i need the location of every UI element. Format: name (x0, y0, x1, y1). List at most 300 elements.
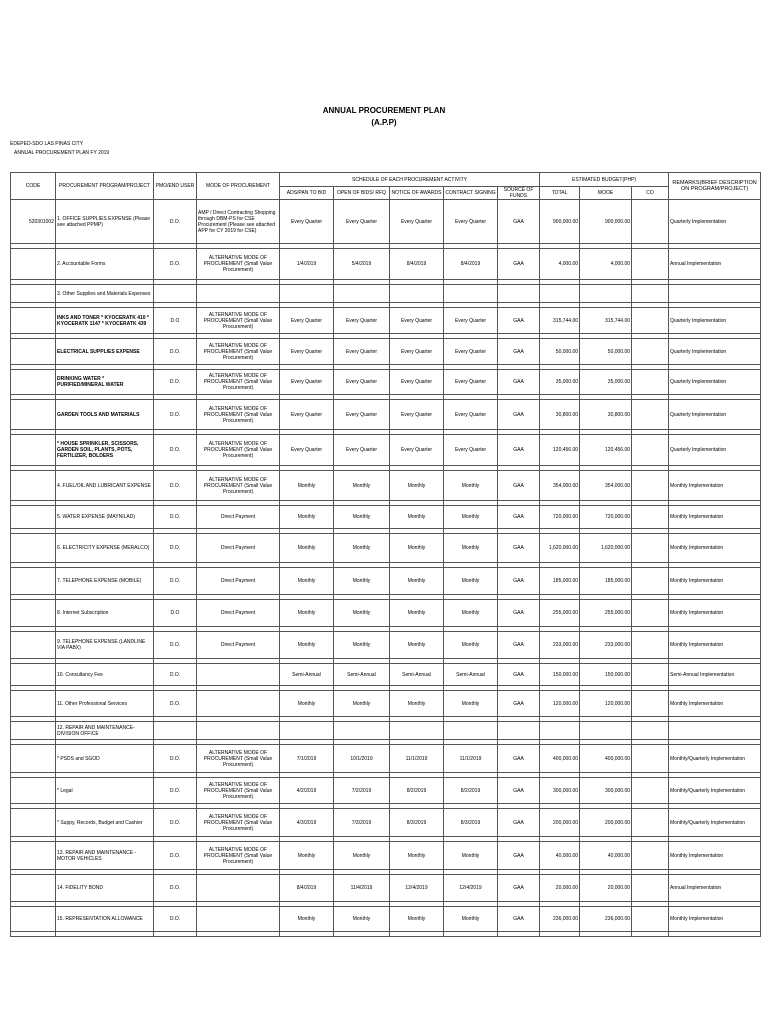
cell-program: 12. REPAIR AND MAINTENANCE- DIVISION OFFICE (56, 722, 154, 740)
cell-program: 2. Accountable Forms (56, 249, 154, 280)
table-row (11, 809, 761, 837)
cell-notice: Monthly (390, 691, 444, 717)
cell-mode: ALTERNATIVE MODE OF PROCUREMENT (Small Value Procurement) (197, 745, 280, 773)
cell-source (498, 722, 540, 740)
cell-co (632, 370, 669, 395)
cell-mode (197, 875, 280, 902)
cell-program: 9. TELEPHONE EXPENSE (LANDLINE VIA PABX) (56, 632, 154, 659)
cell-open: Every Quarter (334, 435, 390, 466)
cell-source: GAA (498, 875, 540, 902)
table-row (11, 875, 761, 902)
cell-mooe: 236,000.00 (580, 907, 632, 932)
cell-co (632, 664, 669, 686)
cell-ads: Every Quarter (280, 400, 334, 430)
separator-row (11, 932, 761, 937)
cell-ads: 8/4/2019 (280, 875, 334, 902)
cell-pmo: D.O. (154, 632, 197, 659)
cell-pmo: D.O. (154, 435, 197, 466)
cell-pmo: D.O. (154, 534, 197, 563)
cell-co (632, 600, 669, 627)
cell-mooe: 120,456.00 (580, 435, 632, 466)
cell-co (632, 435, 669, 466)
cell-notice: 8/4/2019 (390, 249, 444, 280)
cell-co (632, 722, 669, 740)
cell-program: 14. FIDELITY BOND (56, 875, 154, 902)
table-row (11, 400, 761, 430)
cell-mode: ALTERNATIVE MODE OF PROCUREMENT (Small Value Procurement) (197, 400, 280, 430)
cell-pmo: D.O. (154, 842, 197, 870)
cell-contract: Monthly (444, 842, 498, 870)
cell-mooe: 400,000.00 (580, 745, 632, 773)
cell-ads (280, 285, 334, 303)
cell-notice: Semi-Annual (390, 664, 444, 686)
cell-pmo: D.O. (154, 568, 197, 595)
header-pmo: PMO/END USER (154, 173, 197, 200)
cell-source: GAA (498, 370, 540, 395)
cell-co (632, 875, 669, 902)
cell-pmo: D.O. (154, 506, 197, 529)
cell-mode: ALTERNATIVE MODE OF PROCUREMENT (Small Value Procurement) (197, 842, 280, 870)
header-open: OPEN OF BIDS/ RFQ (334, 187, 390, 200)
cell-ads: Every Quarter (280, 339, 334, 365)
page-subtitle: (A.P.P) (371, 118, 397, 127)
cell-program: * HOUSE SPRINKLER, SCISSORS, GARDEN SOIL, PLANTS, POTS, FERTILIZER, BOLDERS (56, 435, 154, 466)
cell-total: 40,000.00 (540, 842, 580, 870)
cell-total (540, 285, 580, 303)
cell-code (11, 778, 56, 804)
header-notice: NOTICE OF AWARDS (390, 187, 444, 200)
cell-remarks: Quarterly Implementation (669, 339, 761, 365)
table-row (11, 568, 761, 595)
cell-contract: Monthly (444, 907, 498, 932)
cell-program: 5. WATER EXPENSE (MAYNILAD) (56, 506, 154, 529)
table-row (11, 907, 761, 932)
cell-total: 35,000.00 (540, 370, 580, 395)
cell-notice: Monthly (390, 506, 444, 529)
cell-total: 150,000.00 (540, 664, 580, 686)
cell-notice: Monthly (390, 842, 444, 870)
cell-mode: Direct Payment (197, 506, 280, 529)
cell-mooe: 30,800.00 (580, 400, 632, 430)
cell-co (632, 907, 669, 932)
cell-total: 900,000.00 (540, 200, 580, 244)
table-row (11, 435, 761, 466)
cell-co (632, 506, 669, 529)
cell-pmo: D.O. (154, 664, 197, 686)
cell-open: Monthly (334, 907, 390, 932)
cell-contract: Every Quarter (444, 435, 498, 466)
cell-mode (197, 664, 280, 686)
procurement-table (10, 172, 761, 937)
cell-ads: Monthly (280, 506, 334, 529)
cell-remarks: Monthly Implementation (669, 691, 761, 717)
cell-open: Monthly (334, 632, 390, 659)
cell-pmo: D.O. (154, 809, 197, 837)
cell-open: Monthly (334, 691, 390, 717)
header-co: CO (632, 187, 669, 200)
cell-total: 255,000.00 (540, 600, 580, 627)
cell-source: GAA (498, 745, 540, 773)
cell-source (498, 285, 540, 303)
cell-source: GAA (498, 534, 540, 563)
header-budget: ESTIMATED BUDGET(PHP) (540, 173, 669, 187)
cell-notice: Every Quarter (390, 308, 444, 334)
table-row (11, 339, 761, 365)
cell-ads: Monthly (280, 568, 334, 595)
cell-ads: Monthly (280, 632, 334, 659)
cell-code (11, 308, 56, 334)
cell-ads: Monthly (280, 691, 334, 717)
cell-notice: Every Quarter (390, 435, 444, 466)
cell-contract: Every Quarter (444, 370, 498, 395)
cell-total: 354,000.00 (540, 471, 580, 501)
cell-total: 1,620,000.00 (540, 534, 580, 563)
cell-contract (444, 285, 498, 303)
cell-remarks: Monthly Implementation (669, 600, 761, 627)
cell-total: 4,000.00 (540, 249, 580, 280)
cell-code (11, 249, 56, 280)
cell-program: * Legal (56, 778, 154, 804)
cell-notice: Monthly (390, 632, 444, 659)
cell-notice: 8/2/2019 (390, 778, 444, 804)
cell-mooe: 4,000.00 (580, 249, 632, 280)
cell-open: Monthly (334, 471, 390, 501)
cell-pmo: D.O. (154, 745, 197, 773)
cell-code (11, 745, 56, 773)
cell-code (11, 809, 56, 837)
table-row (11, 308, 761, 334)
cell-mode: ALTERNATIVE MODE OF PROCUREMENT (Small Value Procurement) (197, 339, 280, 365)
cell-notice: Every Quarter (390, 370, 444, 395)
cell-program: 8. Internet Subscription (56, 600, 154, 627)
table-row (11, 778, 761, 804)
cell-source: GAA (498, 907, 540, 932)
cell-remarks: Semi-Annual Implementation (669, 664, 761, 686)
cell-total: 20,000.00 (540, 875, 580, 902)
cell-pmo: D.O. (154, 875, 197, 902)
cell-open: 5/4/2019 (334, 249, 390, 280)
cell-remarks: Monthly/Quarterly Implementation (669, 745, 761, 773)
cell-contract: Monthly (444, 600, 498, 627)
cell-contract: Every Quarter (444, 339, 498, 365)
page-title: ANNUAL PROCUREMENT PLAN (322, 106, 446, 115)
cell-source: GAA (498, 600, 540, 627)
cell-remarks: Monthly/Quarterly Implementation (669, 809, 761, 837)
cell-remarks (669, 285, 761, 303)
cell-contract: 8/3/2019 (444, 809, 498, 837)
cell-mooe: 233,000.00 (580, 632, 632, 659)
cell-pmo: D.O (154, 308, 197, 334)
header-schedule: SCHEDULE OF EACH PROCUREMENT ACTIVITY (280, 173, 540, 187)
cell-mooe: 150,000.00 (580, 664, 632, 686)
cell-code (11, 632, 56, 659)
cell-mode (197, 907, 280, 932)
cell-code (11, 370, 56, 395)
cell-notice: Monthly (390, 568, 444, 595)
cell-co (632, 534, 669, 563)
cell-total: 185,000.00 (540, 568, 580, 595)
cell-code (11, 339, 56, 365)
cell-source: GAA (498, 249, 540, 280)
cell-pmo: D.O. (154, 200, 197, 244)
cell-co (632, 200, 669, 244)
cell-mooe: 354,000.00 (580, 471, 632, 501)
cell-pmo: D.O. (154, 339, 197, 365)
cell-source: GAA (498, 200, 540, 244)
cell-ads: 4/3/2019 (280, 809, 334, 837)
cell-open: Every Quarter (334, 200, 390, 244)
cell-mooe: 255,000.00 (580, 600, 632, 627)
cell-code (11, 471, 56, 501)
cell-remarks: Monthly Implementation (669, 632, 761, 659)
cell-ads: Monthly (280, 471, 334, 501)
cell-source: GAA (498, 568, 540, 595)
cell-source: GAA (498, 308, 540, 334)
header-contract: CONTRACT SIGNING (444, 187, 498, 200)
cell-total: 300,000.00 (540, 778, 580, 804)
cell-contract (444, 722, 498, 740)
cell-ads: 4/2/2019 (280, 778, 334, 804)
cell-co (632, 339, 669, 365)
cell-open: 7/2/2019 (334, 778, 390, 804)
cell-contract: Monthly (444, 568, 498, 595)
cell-mooe: 40,000.00 (580, 842, 632, 870)
cell-mode (197, 691, 280, 717)
cell-ads: Every Quarter (280, 308, 334, 334)
cell-mode: ALTERNATIVE MODE OF PROCUREMENT (Small Value Procurement) (197, 308, 280, 334)
cell-mooe: 1,620,000.00 (580, 534, 632, 563)
cell-mooe: 200,000.00 (580, 809, 632, 837)
cell-ads: Semi-Annual (280, 664, 334, 686)
cell-source: GAA (498, 632, 540, 659)
cell-total: 233,000.00 (540, 632, 580, 659)
header-mooe: MOOE (580, 187, 632, 200)
cell-open: Every Quarter (334, 339, 390, 365)
cell-source: GAA (498, 339, 540, 365)
cell-open: 10/1/2019 (334, 745, 390, 773)
cell-mode: ALTERNATIVE MODE OF PROCUREMENT (Small Value Procurement) (197, 471, 280, 501)
cell-total: 400,000.00 (540, 745, 580, 773)
cell-co (632, 809, 669, 837)
cell-program: 1. OFFICE SUPPLIES EXPENSE (Please see attached PPMP) (56, 200, 154, 244)
cell-contract: Every Quarter (444, 200, 498, 244)
cell-program: * PSDS and SGOD (56, 745, 154, 773)
cell-mooe (580, 285, 632, 303)
cell-co (632, 249, 669, 280)
cell-program: 10. Consultancy Fee (56, 664, 154, 686)
cell-notice: Every Quarter (390, 400, 444, 430)
cell-mooe: 50,000.00 (580, 339, 632, 365)
cell-code (11, 842, 56, 870)
cell-code (11, 907, 56, 932)
header-remarks: REMARKS(BRIEF DESCRIPTION ON PROGRAM/PROJECT) (669, 173, 761, 200)
cell-mooe: 35,000.00 (580, 370, 632, 395)
cell-mode: ALTERNATIVE MODE OF PROCUREMENT (Small Value Procurement) (197, 370, 280, 395)
cell-open: Monthly (334, 534, 390, 563)
cell-mode: ALTERNATIVE MODE OF PROCUREMENT (Small Value Procurement) (197, 435, 280, 466)
cell-ads: Monthly (280, 600, 334, 627)
cell-mode: ALTERNATIVE MODE OF PROCUREMENT (Small Value Procurement) (197, 809, 280, 837)
cell-mode (197, 722, 280, 740)
cell-pmo: D.O. (154, 907, 197, 932)
cell-code (11, 506, 56, 529)
cell-notice: Every Quarter (390, 339, 444, 365)
cell-contract: 8/2/2019 (444, 778, 498, 804)
cell-ads: Monthly (280, 907, 334, 932)
cell-program: INKS AND TONER * KYOCERATK 410 * KYOCERATK 1147 * KYOCERATK 439 (56, 308, 154, 334)
table-row (11, 691, 761, 717)
cell-remarks: Monthly Implementation (669, 471, 761, 501)
cell-pmo: D.O (154, 600, 197, 627)
cell-remarks: Monthly/Quarterly Implementation (669, 778, 761, 804)
table-row (11, 664, 761, 686)
header-code: CODE (11, 173, 56, 200)
office-name: EDEPED-SDO LAS PINAS CITY (10, 141, 84, 147)
cell-contract: Monthly (444, 691, 498, 717)
cell-mode: ALTERNATIVE MODE OF PROCUREMENT (Small Value Procurement) (197, 778, 280, 804)
cell-remarks: Quarterly Implementation (669, 370, 761, 395)
cell-code (11, 285, 56, 303)
cell-total: 720,000.00 (540, 506, 580, 529)
cell-code (11, 568, 56, 595)
cell-mooe: 720,000.00 (580, 506, 632, 529)
cell-remarks: Monthly Implementation (669, 907, 761, 932)
cell-pmo (154, 285, 197, 303)
cell-pmo: D.O. (154, 471, 197, 501)
cell-mode: Direct Payment (197, 568, 280, 595)
header-ads: ADS/PAN TO BID (280, 187, 334, 200)
cell-source: GAA (498, 778, 540, 804)
cell-contract: Semi-Annual (444, 664, 498, 686)
cell-program: * Suppy, Records, Budget and Cashier (56, 809, 154, 837)
cell-ads: 7/1/2019 (280, 745, 334, 773)
cell-co (632, 568, 669, 595)
cell-program: 11. Other Professional Services (56, 691, 154, 717)
cell-remarks: Monthly Implementation (669, 842, 761, 870)
cell-ads: 1/4/2019 (280, 249, 334, 280)
cell-mooe: 120,000.00 (580, 691, 632, 717)
cell-mode: Direct Payment (197, 534, 280, 563)
table-row (11, 370, 761, 395)
cell-ads: Monthly (280, 842, 334, 870)
cell-notice (390, 722, 444, 740)
cell-notice: Monthly (390, 600, 444, 627)
cell-program: ELECTRICAL SUPPLIES EXPENSE (56, 339, 154, 365)
cell-mooe: 300,000.00 (580, 778, 632, 804)
table-row (11, 534, 761, 563)
header-source: SOURCE OF FUNDS (498, 187, 540, 200)
cell-open: 11/4/2019 (334, 875, 390, 902)
cell-open: 7/3/2019 (334, 809, 390, 837)
table-row (11, 249, 761, 280)
cell-remarks (669, 722, 761, 740)
cell-co (632, 308, 669, 334)
cell-ads: Every Quarter (280, 435, 334, 466)
cell-remarks: Quarterly Implementation (669, 200, 761, 244)
cell-co (632, 471, 669, 501)
cell-contract: 8/4/2019 (444, 249, 498, 280)
cell-source: GAA (498, 400, 540, 430)
table-row (11, 600, 761, 627)
header-mode: MODE OF PROCUREMENT (197, 173, 280, 200)
cell-ads (280, 722, 334, 740)
cell-contract: Every Quarter (444, 400, 498, 430)
cell-notice: 8/3/2019 (390, 809, 444, 837)
cell-total (540, 722, 580, 740)
cell-code: 520301002 (11, 200, 56, 244)
cell-code (11, 664, 56, 686)
cell-source: GAA (498, 471, 540, 501)
cell-contract: Monthly (444, 471, 498, 501)
cell-source: GAA (498, 691, 540, 717)
cell-mode: Direct Payment (197, 632, 280, 659)
cell-mooe: 185,000.00 (580, 568, 632, 595)
cell-contract: 12/4/2019 (444, 875, 498, 902)
cell-total: 30,800.00 (540, 400, 580, 430)
cell-code (11, 400, 56, 430)
cell-open: Monthly (334, 568, 390, 595)
table-row (11, 745, 761, 773)
cell-pmo: D.O. (154, 691, 197, 717)
cell-notice: 11/1/2019 (390, 745, 444, 773)
cell-code (11, 722, 56, 740)
cell-program: 7. TELEPHONE EXPENSE (MOBILE) (56, 568, 154, 595)
cell-code (11, 875, 56, 902)
cell-total: 120,456.00 (540, 435, 580, 466)
cell-mooe: 20,000.00 (580, 875, 632, 902)
cell-ads: Monthly (280, 534, 334, 563)
cell-open: Monthly (334, 842, 390, 870)
cell-mode: Direct Payment (197, 600, 280, 627)
cell-contract: Monthly (444, 632, 498, 659)
cell-notice: Monthly (390, 471, 444, 501)
cell-source: GAA (498, 842, 540, 870)
cell-source: GAA (498, 435, 540, 466)
cell-open (334, 285, 390, 303)
cell-contract: Every Quarter (444, 308, 498, 334)
cell-program: 15. REPRESENTATION ALLOWANCE (56, 907, 154, 932)
cell-program: 4. FUEL/OIL AND LUBRICANT EXPENSE (56, 471, 154, 501)
cell-remarks: Monthly Implementation (669, 568, 761, 595)
cell-total: 236,000.00 (540, 907, 580, 932)
cell-program: 6. ELECTRICITY EXPENSE (MERALCO) (56, 534, 154, 563)
table-row (11, 506, 761, 529)
header-total: TOTAL (540, 187, 580, 200)
cell-co (632, 632, 669, 659)
cell-open: Every Quarter (334, 370, 390, 395)
cell-co (632, 285, 669, 303)
table-row (11, 842, 761, 870)
cell-pmo: D.O. (154, 249, 197, 280)
cell-open: Monthly (334, 600, 390, 627)
cell-remarks: Quarterly Implementation (669, 400, 761, 430)
table-row (11, 471, 761, 501)
cell-ads: Every Quarter (280, 200, 334, 244)
cell-remarks: Annual Implementation (669, 249, 761, 280)
table-row (11, 200, 761, 244)
cell-remarks: Quarterly Implementation (669, 308, 761, 334)
header-program: PROCUREMENT PROGRAM/PROJECT (56, 173, 154, 200)
cell-notice (390, 285, 444, 303)
cell-open (334, 722, 390, 740)
cell-ads: Every Quarter (280, 370, 334, 395)
plan-name: ANNUAL PROCUREMENT PLAN FY 2019 (14, 150, 110, 156)
cell-code (11, 600, 56, 627)
cell-pmo (154, 722, 197, 740)
cell-co (632, 400, 669, 430)
cell-pmo: D.O. (154, 778, 197, 804)
cell-mode: ALTERNATIVE MODE OF PROCUREMENT (Small Value Procurement) (197, 249, 280, 280)
